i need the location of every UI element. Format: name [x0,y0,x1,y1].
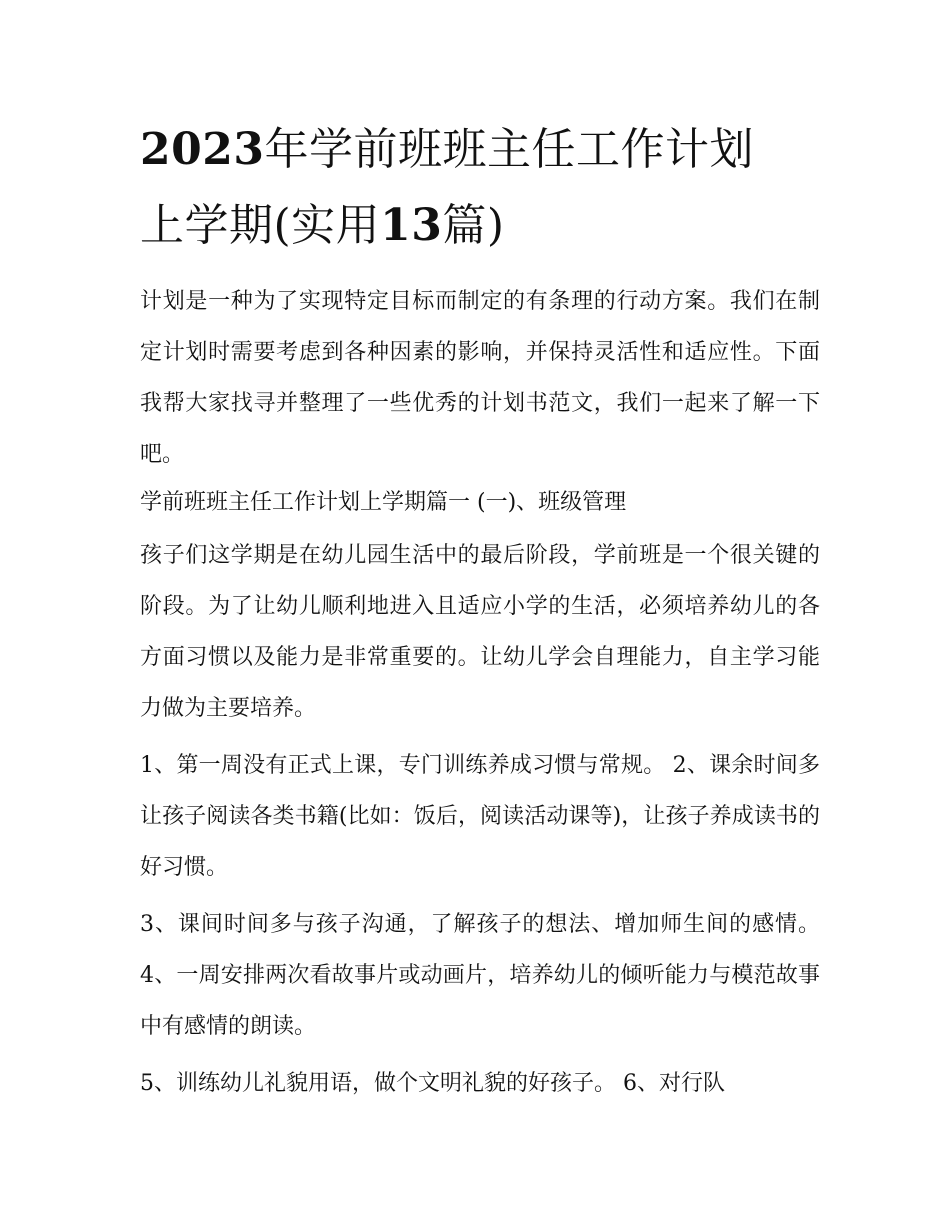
list-paragraph-3: 5、训练幼儿礼貌用语，做个文明礼貌的好孩子。 6、对行队 [140,1071,725,1096]
title-line1-text: 年学前班班主任工作计划 [264,124,754,175]
list-paragraph-1: 1、第一周没有正式上课，专门训练养成习惯与常规。 2、课余时间多让孩子阅读各类书籍(比如：饭后，阅读活动课等)，让孩子养成读书的好习惯。 [140,753,820,880]
body-paragraph: 孩子们这学期是在幼儿园生活中的最后阶段，学前班是一个很关键的阶段。为了让幼儿顺利地进入且适应小学的生活，必须培养幼儿的各方面习惯以及能力是非常重要的。让幼儿学会自理能力，自主学习能力做为主要培养。 [140,543,820,721]
title-count: 13 [380,200,443,251]
document-body [140,112,820,1109]
title-year: 2023 [140,124,265,175]
document-title [140,112,820,264]
section-heading: 学前班班主任工作计划上学期篇一 (一)、班级管理 [140,490,627,515]
title-line2-text-b: 篇) [442,200,505,251]
intro-paragraph: 计划是一种为了实现特定目标而制定的有条理的行动方案。我们在制定计划时需要考虑到各种因素的影响，并保持灵活性和适应性。下面我帮大家找寻并整理了一些优秀的计划书范文，我们一起来了解一下吧。 [140,289,820,467]
title-line2-text-a: 上学期(实用 [140,200,381,251]
list-paragraph-2: 3、课间时间多与孩子沟通，了解孩子的想法、增加师生间的感情。 4、一周安排两次看故事片或动画片，培养幼儿的倾听能力与模范故事中有感情的朗读。 [140,912,820,1039]
